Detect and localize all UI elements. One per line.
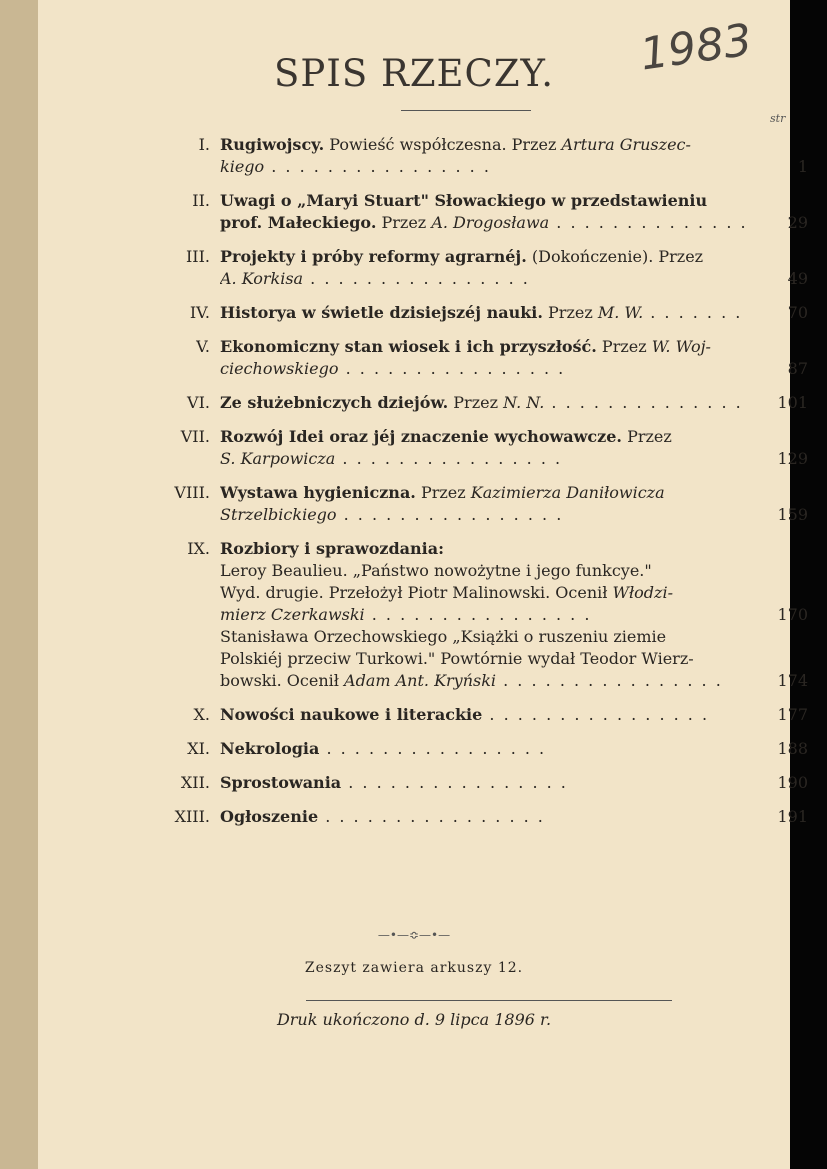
entry-number: XII. — [180, 773, 210, 792]
entry-text — [220, 246, 754, 290]
dot-leader: . . . . . . . . . . . . . . . . — [318, 807, 545, 826]
entry-number: VI. — [187, 393, 210, 412]
toc-entry — [176, 772, 808, 794]
toc-entry — [176, 738, 808, 760]
entry-page-number: 170 — [777, 605, 808, 624]
entry-text-part: Powieść współczesna. Przez — [324, 135, 562, 154]
toc-entry — [176, 426, 808, 470]
toc-entry — [176, 626, 808, 692]
entry-text-part: N. N. — [503, 393, 545, 412]
entry-text — [220, 626, 754, 692]
entry-text — [220, 336, 754, 380]
entry-number: II. — [192, 191, 210, 210]
entry-text-part: Artura Gruszec- kiego — [220, 135, 691, 176]
entry-number: I. — [198, 135, 210, 154]
entry-text-part: Stanisława Orzechowskiego „Książki o ruszeniu ziemie Polskiéj przeciw Turkowi." Powtórnie wydał Teodor Wierz- bowski. Ocenił — [220, 627, 694, 690]
entry-number: III. — [185, 247, 210, 266]
entry-text-part: Przez — [596, 337, 652, 356]
footer-divider — [306, 1000, 672, 1001]
entry-page-number: 70 — [787, 303, 808, 322]
toc-entry — [176, 392, 808, 414]
dot-leader: . . . . . . . . . . . . . . . . — [496, 671, 723, 690]
handwritten-year-annotation: 1983 — [636, 14, 755, 81]
page-column-label: str — [770, 112, 786, 125]
entry-text-part: Przez — [415, 483, 471, 502]
entry-text-part: Rozbiory i sprawozdania: — [220, 539, 444, 558]
document-page — [38, 0, 808, 1169]
entry-text-part: A. Drogosława — [431, 213, 550, 232]
entry-text-part: Kazimierza Daniłowicza Strzelbickiego — [220, 483, 665, 524]
entry-page-number: 1 — [797, 157, 808, 176]
entry-text-part: (Dokończenie). Przez — [531, 247, 704, 266]
dot-leader: . . . . . . . . . . . . . . . . — [303, 269, 530, 288]
entry-page-number: 159 — [777, 505, 808, 524]
dot-leader: . . . . . . . . . . . . . . . . — [319, 739, 547, 758]
entry-page-number: 177 — [777, 705, 808, 724]
toc-entry — [176, 190, 808, 234]
entry-text-part: Włodzi- mierz Czerkawski — [220, 583, 673, 624]
entry-text-part: Ekonomiczny stan wiosek i ich przyszłość. — [220, 337, 597, 356]
entry-text — [220, 806, 754, 828]
entry-text-part: Wystawa hygieniczna. — [220, 483, 416, 502]
toc-entry — [176, 246, 808, 290]
entry-number: X. — [193, 705, 210, 724]
entry-text-part: Ogłoszenie — [220, 807, 319, 826]
toc-entry — [176, 704, 808, 726]
page-title: SPIS RZECZY. — [274, 52, 554, 95]
toc-entry — [176, 538, 808, 626]
entry-text — [220, 482, 754, 526]
entry-text — [220, 134, 754, 178]
entry-text-part: S. Karpowicza — [220, 449, 336, 468]
entry-text — [220, 772, 754, 794]
entry-text — [220, 190, 754, 234]
entry-number: VII. — [180, 427, 210, 446]
entry-text — [220, 738, 754, 760]
entry-text-part: Leroy Beaulieu. „Państwo nowożytne i jego funkcye." Wyd. drugie. Przełożył Piotr Malinowski. Ocenił — [220, 561, 652, 602]
entry-page-number: 87 — [787, 359, 808, 378]
entry-page-number: 101 — [777, 393, 808, 412]
entry-page-number: 191 — [777, 807, 808, 826]
dot-leader: . . . . . . . . . . . . . . . . — [364, 605, 592, 624]
entry-text-part: Projekty i próby reformy agrarnéj. — [220, 247, 527, 266]
dot-leader: . . . . . . . . . . . . . . . . — [338, 359, 566, 378]
entry-number: XIII. — [174, 807, 210, 826]
entry-text — [220, 704, 754, 726]
entry-number: IX. — [187, 539, 210, 558]
entry-text-part: Rugiwojscy. — [220, 135, 325, 154]
entry-text-part: Przez — [542, 303, 598, 322]
entry-number: V. — [196, 337, 210, 356]
entry-text-part: Przez — [448, 393, 504, 412]
toc-entry — [176, 336, 808, 380]
dot-leader: . . . . . . . . . . . . . . . . — [335, 449, 563, 468]
entry-text-part: Historya w świetle dzisiejszéj nauki. — [220, 303, 543, 322]
entry-text-part: Rozwój Idei oraz jéj znaczenie wychowawcze. — [220, 427, 622, 446]
toc-entry — [176, 806, 808, 828]
entry-text-part: A. Korkisa — [220, 269, 304, 288]
print-completion-note: Druk ukończono d. 9 lipca 1896 r. — [276, 1010, 552, 1029]
entry-page-number: 49 — [787, 269, 808, 288]
entry-text-part: M. W. — [597, 303, 644, 322]
entry-text — [220, 392, 754, 414]
entry-page-number: 190 — [777, 773, 808, 792]
dot-leader: . . . . . . . . . . . . . . — [556, 213, 748, 232]
ornament-divider: —•—≎—•— — [377, 928, 451, 942]
dot-leader: . . . . . . . . . . . . . . — [551, 393, 743, 412]
dot-leader: . . . . . . . . . . . . . . . . — [482, 705, 710, 724]
entry-text — [220, 426, 754, 470]
toc-entry — [176, 134, 808, 178]
sheet-count-note: Zeszyt zawiera arkuszy 12. — [304, 960, 524, 976]
dot-leader: . . . . . . . — [650, 303, 743, 322]
entry-page-number: 29 — [787, 213, 808, 232]
entry-page-number: 188 — [777, 739, 808, 758]
dot-leader: . . . . . . . . . . . . . . . . — [336, 505, 564, 524]
entry-text-part: Ze służebniczych dziejów. — [220, 393, 449, 412]
entry-page-number: 174 — [777, 671, 808, 690]
entry-text-part: Adam Ant. Kryński — [344, 671, 497, 690]
dot-leader: . . . . . . . . . . . . . . . . — [341, 773, 568, 792]
entry-text-part: Nowości naukowe i literackie — [220, 705, 483, 724]
toc-entry — [176, 302, 808, 324]
entry-text-part: Sprostowania — [220, 773, 342, 792]
dot-leader: . . . . . . . . . . . . . . . . — [264, 157, 491, 176]
entry-text — [220, 538, 754, 626]
entry-number: VIII. — [174, 483, 210, 502]
entry-text-part: Przez — [627, 427, 672, 446]
table-of-contents — [176, 134, 808, 840]
title-divider — [401, 110, 531, 111]
entry-page-number: 129 — [777, 449, 808, 468]
entry-text-part: W. Woj- ciechowskiego — [220, 337, 711, 378]
entry-text-part: Uwagi o „Maryi Stuart" Słowackiego w przedstawieniu prof. Małeckiego. — [220, 191, 708, 232]
entry-text-part: Nekrologia — [220, 739, 320, 758]
toc-entry — [176, 482, 808, 526]
entry-text — [220, 302, 754, 324]
page-edge-left — [0, 0, 38, 1169]
entry-text-part: Przez — [376, 213, 432, 232]
entry-number: IV. — [189, 303, 210, 322]
entry-number: XI. — [187, 739, 210, 758]
